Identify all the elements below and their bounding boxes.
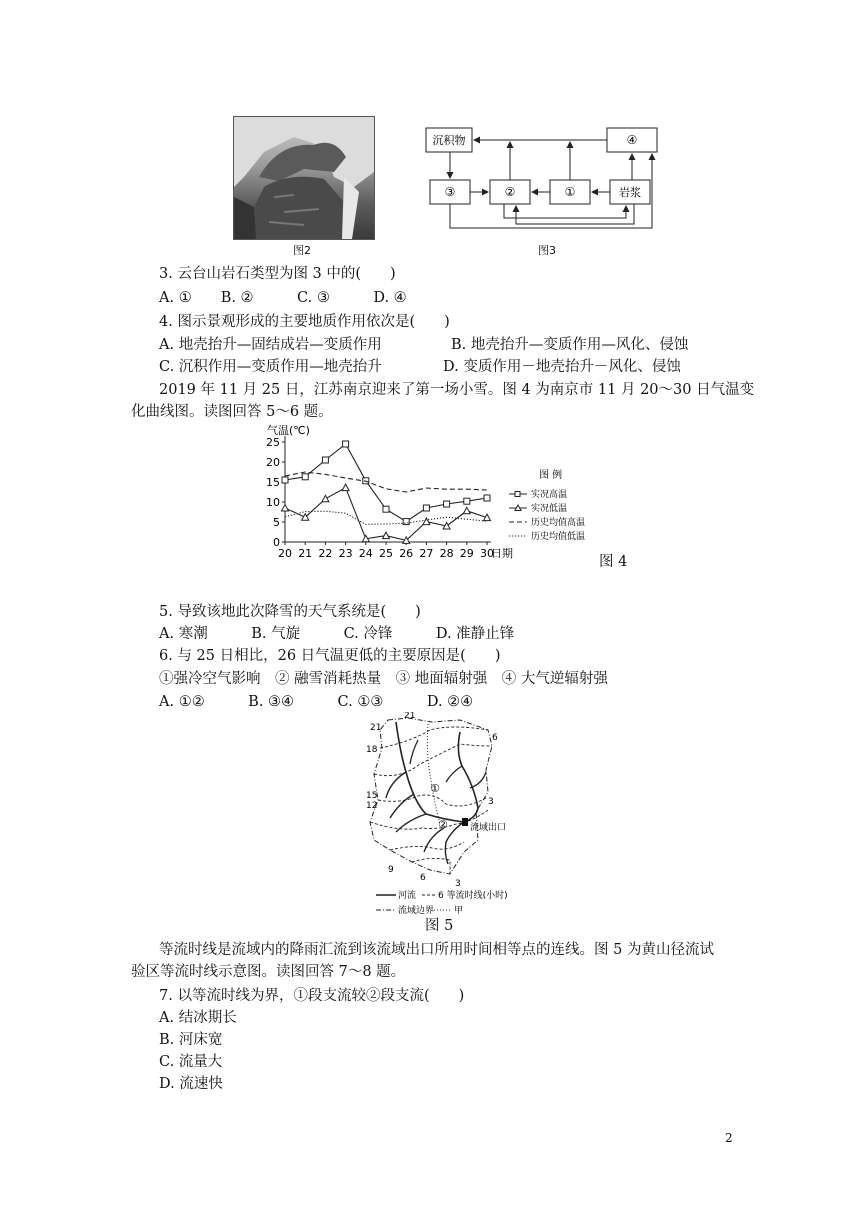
q6-items: ①强冷空气影响 ② 融雪消耗热量 ③ 地面辐射强 ④ 大气逆辐射强 <box>159 671 608 687</box>
box-4-label: ④ <box>626 133 638 147</box>
label-3b: 3 <box>455 879 461 889</box>
fig2-caption: 图2 <box>293 244 311 257</box>
chart-ylabel: 气温(℃) <box>267 424 310 437</box>
high-temp-point <box>343 441 349 447</box>
low-temp-point <box>423 518 430 525</box>
intro-5-6-line1: 2019 年 11 月 25 日，江苏南京迎来了第一场小雪。图 4 为南京市 11 月 20～30 日气温变 <box>159 382 755 398</box>
q4-option-d: D. 变质作用－地壳抬升－风化、侵蚀 <box>443 359 681 375</box>
y-tick-label: 25 <box>266 436 280 449</box>
box-sediment-label: 沉积物 <box>432 134 466 147</box>
q6-options: A. ①② B. ③④ C. ①③ D. ②④ <box>159 694 474 710</box>
legend-jia: 甲 <box>454 906 464 916</box>
high-temp-point <box>423 505 429 511</box>
legend-marker-square <box>515 492 520 497</box>
temperature-chart <box>255 420 645 580</box>
fig3-caption: 图3 <box>538 244 556 257</box>
q4-option-c: C. 沉积作用—变质作用—地壳抬升 <box>159 359 382 375</box>
high-temp-point <box>484 495 490 501</box>
y-tick-label: 15 <box>266 476 280 489</box>
q7-option-b: B. 河床宽 <box>159 1032 223 1048</box>
low-temp-point <box>282 505 289 512</box>
x-tick-label: 24 <box>358 547 373 560</box>
y-tick-label: 5 <box>273 516 280 529</box>
intro-7-8-line2: 验区等流时线示意图。读图回答 7～8 题。 <box>131 964 406 980</box>
intro-7-8-line1: 等流时线是流域内的降雨汇流到该流域出口所用时间相等点的连线。图 5 为黄山径流试 <box>159 942 714 958</box>
low-temp-point <box>342 484 349 491</box>
high-temp-point <box>322 457 328 463</box>
x-tick-label: 29 <box>459 547 474 560</box>
x-tick-label: 22 <box>318 547 333 560</box>
q6-stem: 6. 与 25 日相比，26 日气温更低的主要原因是( ) <box>159 648 501 664</box>
x-tick-label: 25 <box>379 547 393 560</box>
label-9: 9 <box>388 865 394 875</box>
label-15: 15 <box>366 791 378 801</box>
label-6a: 6 <box>492 733 498 743</box>
label-12: 12 <box>366 801 378 811</box>
y-tick-label: 20 <box>266 456 280 469</box>
label-21a: 21 <box>370 723 382 733</box>
high-temp-point <box>383 506 389 512</box>
region-2-label: ② <box>438 818 448 831</box>
low-temp-point <box>322 495 329 502</box>
page-number: 2 <box>725 1131 733 1145</box>
label-3a: 3 <box>488 797 494 807</box>
x-tick-label: 20 <box>278 547 292 560</box>
q7-option-d: D. 流速快 <box>159 1076 223 1092</box>
x-tick-label: 23 <box>338 547 353 560</box>
q4-option-b: B. 地壳抬升—变质作用—风化、侵蚀 <box>451 337 689 353</box>
x-tick-label: 21 <box>298 547 313 560</box>
fig5-caption: 图 5 <box>425 918 454 934</box>
x-tick-label: 26 <box>399 547 414 560</box>
y-tick-label: 10 <box>266 496 280 509</box>
high-temp-point <box>464 498 470 504</box>
label-18: 18 <box>366 745 378 755</box>
label-6b: 6 <box>420 873 426 883</box>
legend-label-1: 实况低温 <box>531 504 568 514</box>
legend-label-2: 历史均值高温 <box>531 518 586 528</box>
x-tick-label: 30 <box>480 547 494 560</box>
series-line-2 <box>285 472 487 492</box>
outlet-label: 流域出口 <box>470 823 507 833</box>
intro-5-6-line2: 化曲线图。读图回答 5～6 题。 <box>131 404 333 420</box>
low-temp-point <box>463 507 470 514</box>
box-2-label: ② <box>504 185 516 199</box>
y-tick-label: 0 <box>273 536 280 549</box>
q4-stem: 4. 图示景观形成的主要地质作用依次是( ) <box>159 314 450 330</box>
q7-option-c: C. 流量大 <box>159 1054 223 1070</box>
legend-label-3: 历史均值低温 <box>531 532 586 542</box>
x-tick-label: 27 <box>419 547 434 560</box>
q5-stem: 5. 导致该地此次降雪的天气系统是( ) <box>159 604 421 620</box>
legend-title: 图 例 <box>539 470 563 481</box>
q7-stem: 7. 以等流时线为界，①段支流较②段支流( ) <box>159 988 465 1004</box>
q3-options: A. ① B. ② C. ③ D. ④ <box>159 290 407 306</box>
legend-label-0: 实况高温 <box>531 490 568 500</box>
legend-boundary: 流域边界 <box>398 906 435 916</box>
label-21b: 21 <box>404 712 416 721</box>
q7-option-a: A. 结冰期长 <box>159 1010 237 1026</box>
box-3-label: ③ <box>444 185 456 199</box>
chart-xlabel: 日期 <box>491 547 513 560</box>
box-magma-label: 岩浆 <box>619 186 641 199</box>
rock-cycle-diagram <box>420 122 665 230</box>
high-temp-point <box>302 474 308 480</box>
isochrone-map <box>360 712 520 917</box>
region-1-label: ① <box>430 782 440 795</box>
high-temp-point <box>444 501 450 507</box>
q3-stem: 3. 云台山岩石类型为图 3 中的( ) <box>159 266 396 282</box>
q4-option-a: A. 地壳抬升—固结成岩—变质作用 <box>159 337 382 353</box>
legend-isochrone: 6 等流时线(小时) <box>438 891 508 901</box>
high-temp-point <box>403 519 409 525</box>
box-1-label: ① <box>564 185 576 199</box>
low-temp-point <box>383 532 390 539</box>
legend-river: 河流 <box>398 891 417 901</box>
rock-landscape-photo <box>233 116 375 240</box>
x-tick-label: 28 <box>439 547 454 560</box>
fig4-caption: 图 4 <box>599 554 628 570</box>
q5-options: A. 寒潮 B. 气旋 C. 冷锋 D. 准静止锋 <box>159 626 515 642</box>
high-temp-point <box>282 477 288 483</box>
